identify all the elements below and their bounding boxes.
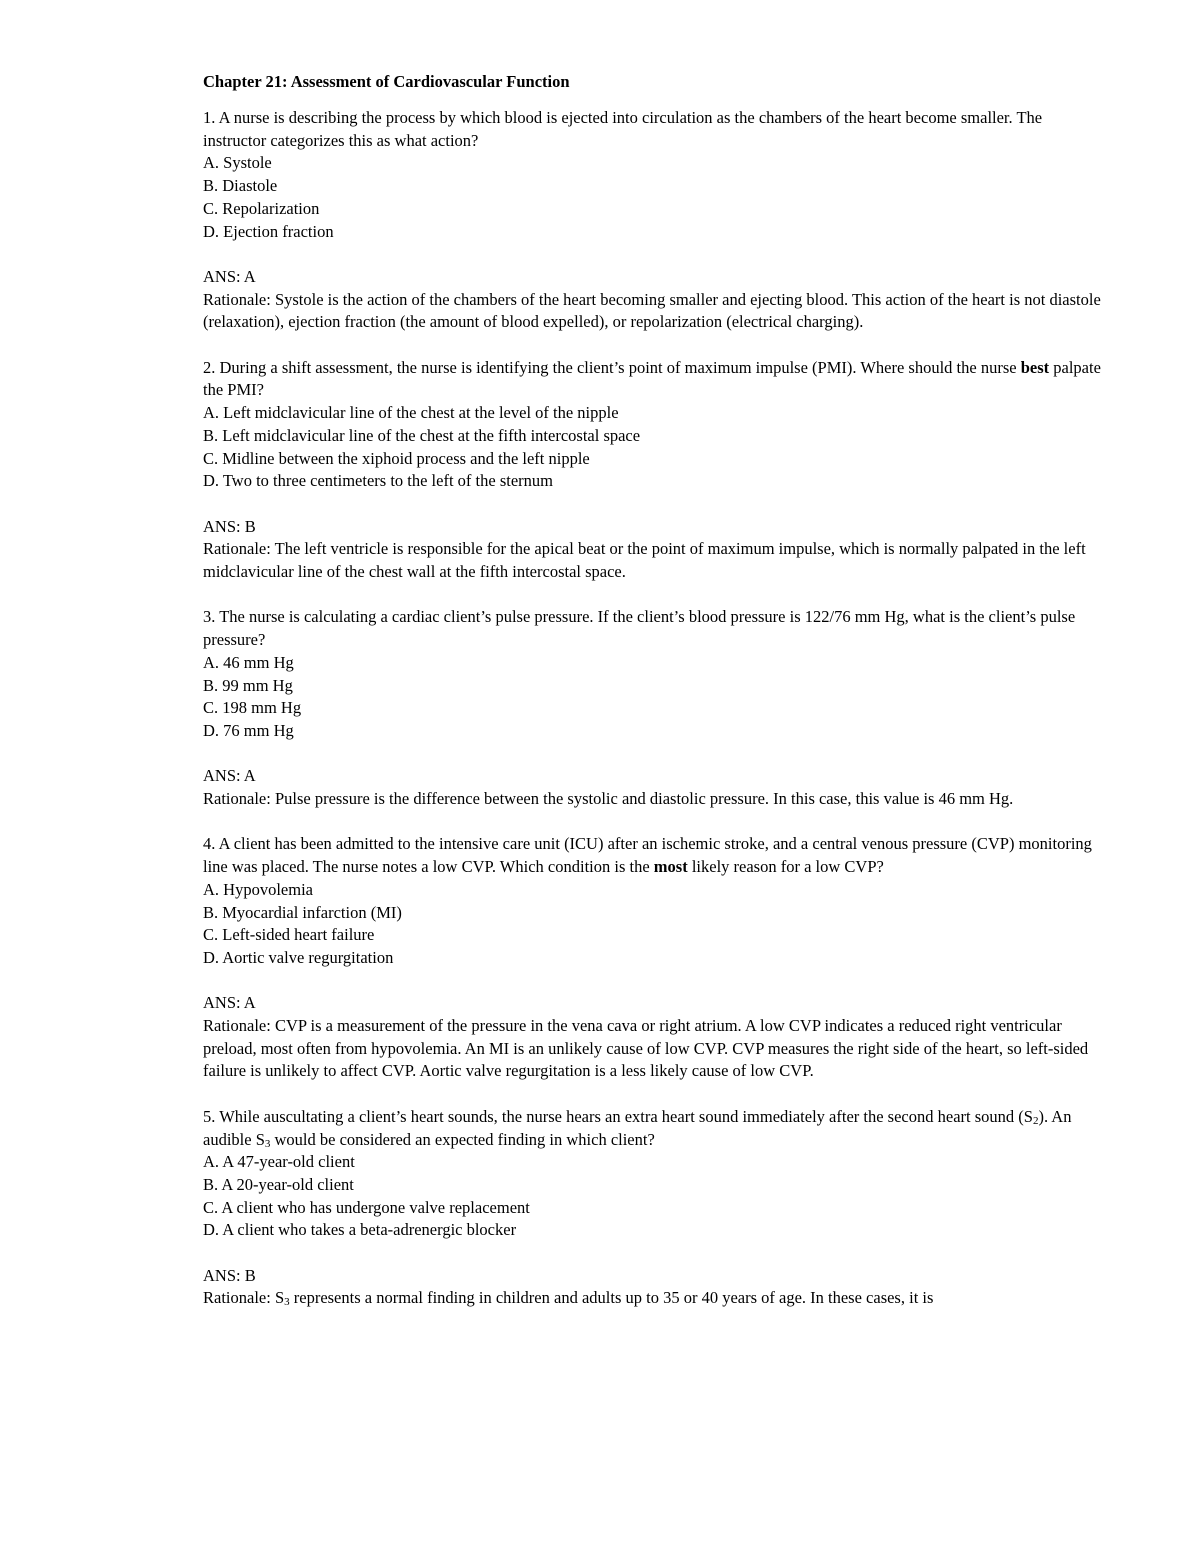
question-1 xyxy=(203,107,1103,243)
stem-emphasis: most xyxy=(653,857,688,877)
answer-block-3 xyxy=(203,765,1103,810)
document-content xyxy=(203,70,1103,1333)
rationale: Rationale: Pulse pressure is the difference between the systolic and diastolic pressure. In this case, this value is 46 mm Hg. xyxy=(203,789,1014,809)
stem-text: 5. While auscultating a client’s heart sounds, the nurse hears an extra heart sound immediately after the second heart sound (S xyxy=(203,1106,1033,1126)
subscript: 2 xyxy=(1032,1114,1039,1127)
question-stem xyxy=(203,1106,1103,1151)
stem-text: likely reason for a low CVP? xyxy=(687,857,884,877)
option-c: C. 198 mm Hg xyxy=(203,698,302,718)
option-a: A. 46 mm Hg xyxy=(203,652,294,672)
question-3 xyxy=(203,606,1103,742)
option-a: A. Left midclavicular line of the chest at the level of the nipple xyxy=(203,403,619,423)
rationale-text: represents a normal finding in children and adults up to 35 or 40 years of age. In these cases, it is xyxy=(289,1288,934,1308)
stem-text: palpate the PMI? xyxy=(203,357,1101,400)
option-a: A. Hypovolemia xyxy=(203,879,313,899)
stem-text: ). An audible S xyxy=(203,1106,1072,1149)
option-d: D. A client who takes a beta-adrenergic blocker xyxy=(203,1220,517,1240)
question-stem: 1. A nurse is describing the process by which blood is ejected into circulation as the chambers of the heart become smaller. The instructor categorizes this as what action? xyxy=(203,108,1043,150)
option-b: B. A 20-year-old client xyxy=(203,1174,354,1194)
option-b: B. 99 mm Hg xyxy=(203,675,293,695)
answer-key: ANS: A xyxy=(203,766,256,786)
option-b: B. Left midclavicular line of the chest at the fifth intercostal space xyxy=(203,425,641,445)
option-c: C. Left-sided heart failure xyxy=(203,925,375,945)
question-stem: 3. The nurse is calculating a cardiac client’s pulse pressure. If the client’s blood pressure is 122/76 mm Hg, what is the client’s pulse pressure? xyxy=(203,607,1076,650)
rationale-text: Rationale: S xyxy=(203,1288,285,1308)
stem-emphasis: best xyxy=(1020,357,1050,377)
answer-block-1 xyxy=(203,266,1103,334)
option-c: C. A client who has undergone valve replacement xyxy=(203,1197,530,1217)
option-d: D. Aortic valve regurgitation xyxy=(203,947,394,967)
subscript: 3 xyxy=(284,1296,290,1309)
answer-key: ANS: B xyxy=(203,516,256,536)
option-d: D. Two to three centimeters to the left of the sternum xyxy=(203,471,553,491)
answer-key: ANS: B xyxy=(203,1265,256,1285)
option-a: A. Systole xyxy=(203,153,272,173)
chapter-title: Chapter 21: Assessment of Cardiovascular Function xyxy=(203,72,570,91)
option-d: D. Ejection fraction xyxy=(203,221,334,241)
rationale: Rationale: The left ventricle is responsible for the apical beat or the point of maximum impulse, which is normally palpated in the left midclavicular line of the chest wall at the fifth intercostal space. xyxy=(203,539,1086,582)
answer-block-4 xyxy=(203,992,1103,1083)
answer-block-2 xyxy=(203,516,1103,584)
option-d: D. 76 mm Hg xyxy=(203,720,294,740)
option-b: B. Diastole xyxy=(203,176,278,196)
subscript: 3 xyxy=(264,1137,271,1150)
answer-key: ANS: A xyxy=(203,266,256,286)
question-5 xyxy=(203,1106,1103,1242)
rationale: Rationale: Systole is the action of the chambers of the heart becoming smaller and ejecting blood. This action of the heart is not diastole (relaxation), ejection fraction (the amount of blood expelled), or repolarization (electrical charging). xyxy=(203,289,1101,332)
question-stem xyxy=(203,357,1103,402)
answer-block-5 xyxy=(203,1265,1103,1310)
option-a: A. A 47-year-old client xyxy=(203,1152,355,1172)
rationale xyxy=(203,1287,1103,1310)
question-stem xyxy=(203,833,1103,878)
option-b: B. Myocardial infarction (MI) xyxy=(203,902,402,922)
stem-text: 4. A client has been admitted to the intensive care unit (ICU) after an ischemic stroke, and a central venous pressure (CVP) monitoring line was placed. The nurse notes a low CVP. Which condition is the xyxy=(203,834,1092,877)
stem-text: 2. During a shift assessment, the nurse is identifying the client’s point of maximum impulse (PMI). Where should the nurse xyxy=(203,357,1021,377)
option-c: C. Midline between the xiphoid process and the left nipple xyxy=(203,448,590,468)
stem-text: would be considered an expected finding in which client? xyxy=(270,1129,655,1149)
question-4 xyxy=(203,833,1103,969)
rationale: Rationale: CVP is a measurement of the pressure in the vena cava or right atrium. A low CVP indicates a reduced right ventricular preload, most often from hypovolemia. An MI is an unlikely cause of low CVP. CVP measures the right side of the heart, so left-sided failure is unlikely to affect CVP. Aortic valve regurgitation is a less likely cause of low CVP. xyxy=(203,1016,1089,1081)
answer-key: ANS: A xyxy=(203,993,256,1013)
option-c: C. Repolarization xyxy=(203,198,320,218)
question-2 xyxy=(203,357,1103,493)
